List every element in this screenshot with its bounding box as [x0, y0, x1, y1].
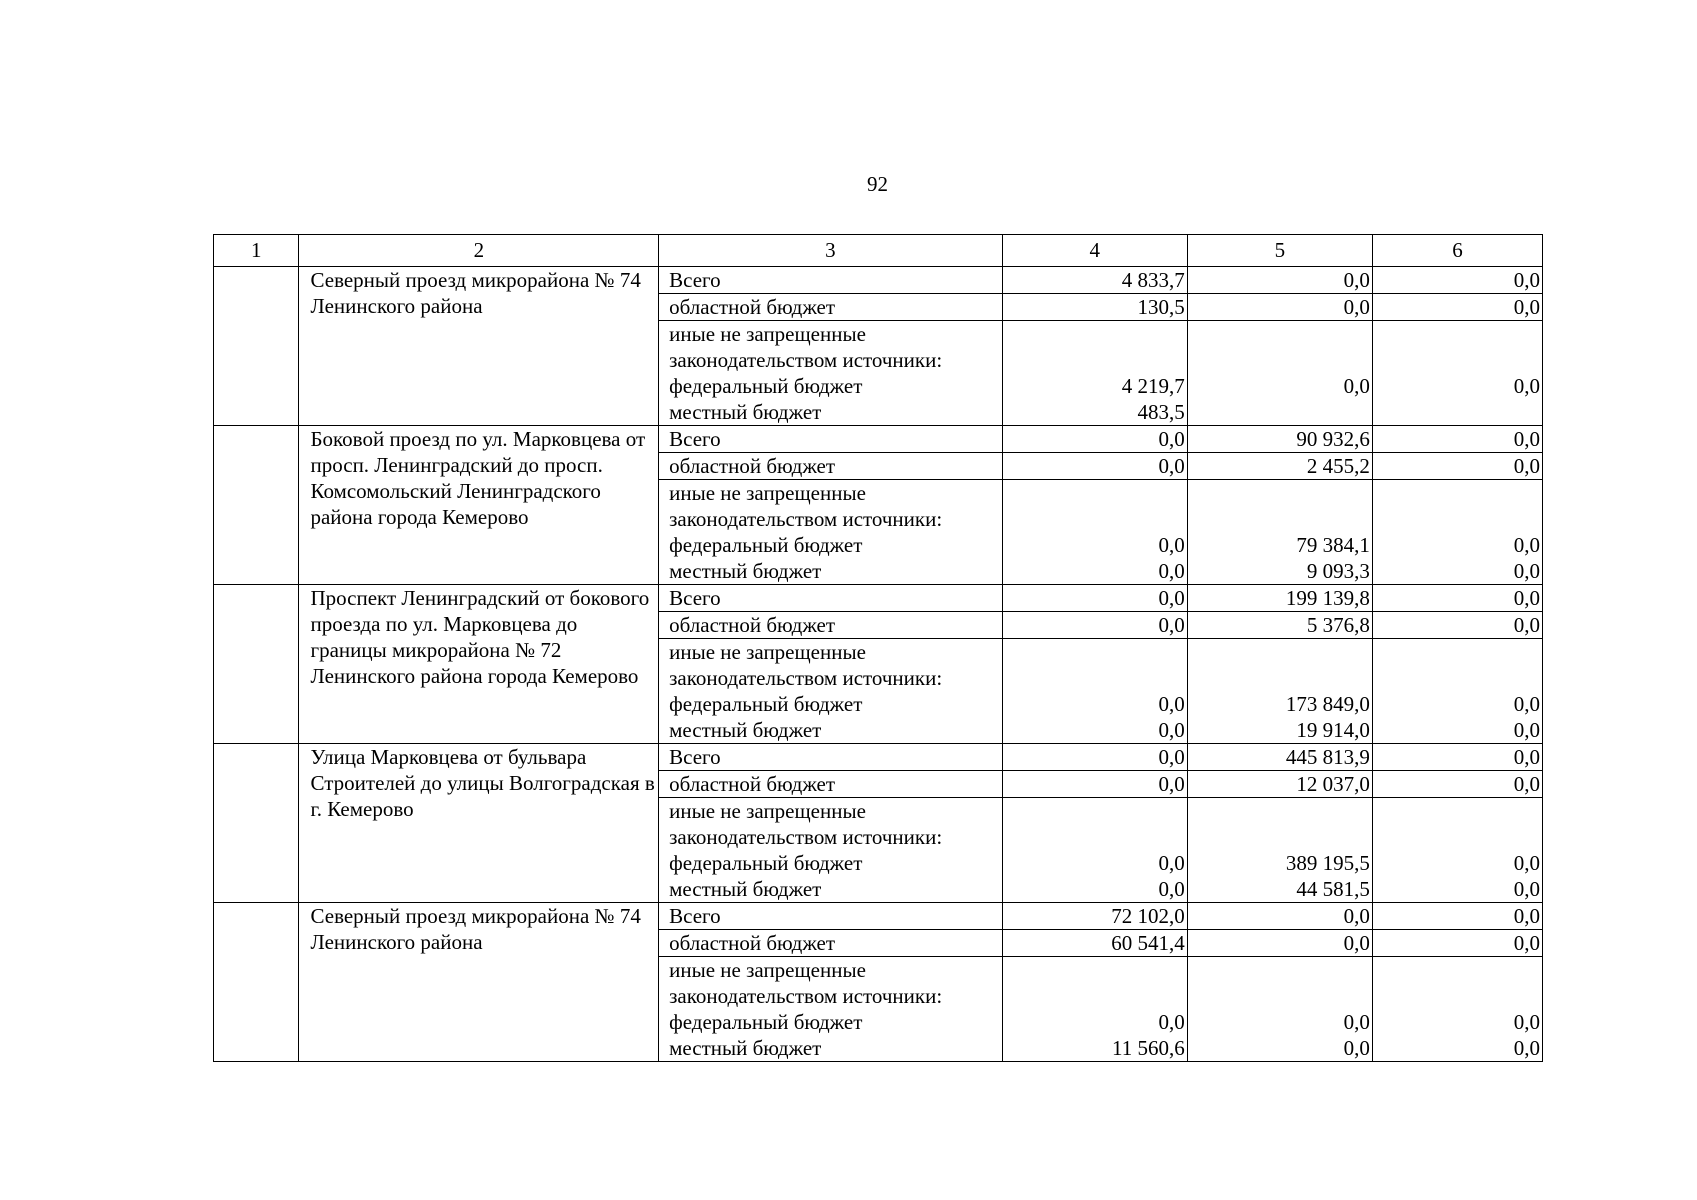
value-stack [1005, 957, 1185, 1061]
value-other-sources [1002, 480, 1187, 585]
value-local: 0,0 [1513, 1036, 1540, 1060]
value-regional: 0,0 [1372, 771, 1542, 798]
source-label-total: Всего [659, 903, 1003, 930]
source-label-other [659, 639, 1003, 744]
source-label-regional: областной бюджет [659, 771, 1003, 798]
value-local: 9 093,3 [1306, 559, 1370, 583]
value-total: 90 932,6 [1187, 426, 1372, 453]
spacer [1375, 639, 1540, 691]
value-total: 445 813,9 [1187, 744, 1372, 771]
table-row-total [214, 903, 1543, 930]
value-stack [1190, 798, 1370, 902]
source-label-other-line2: законодательством источники: [669, 507, 943, 531]
value-other-sources [1002, 639, 1187, 744]
spacer [1190, 798, 1370, 850]
table-row-total [214, 426, 1543, 453]
value-total: 0,0 [1372, 267, 1542, 294]
source-label-other [659, 321, 1003, 426]
value-total: 0,0 [1187, 267, 1372, 294]
source-label-stack [669, 480, 1000, 584]
header-cell-4: 4 [1002, 235, 1187, 267]
value-local: 0,0 [1513, 718, 1540, 742]
value-regional: 0,0 [1372, 294, 1542, 321]
header-cell-3: 3 [659, 235, 1003, 267]
value-regional: 0,0 [1187, 930, 1372, 957]
source-label-total: Всего [659, 426, 1003, 453]
value-federal: 0,0 [1513, 851, 1540, 875]
value-stack [1005, 321, 1185, 425]
source-label-other-line2: законодательством источники: [669, 666, 943, 690]
value-local: 11 560,6 [1112, 1036, 1185, 1060]
object-name: Боковой проезд по ул. Марковцева от просп. Ленинградский до просп. Комсомольский Ленинградского района города Кемерово [299, 426, 659, 585]
value-local: 483,5 [1137, 400, 1185, 424]
value-federal: 79 384,1 [1296, 533, 1370, 557]
index-cell [214, 267, 299, 426]
value-stack [1190, 321, 1370, 425]
value-other-sources [1372, 321, 1542, 426]
value-federal: 0,0 [1158, 533, 1185, 557]
source-label-regional: областной бюджет [659, 294, 1003, 321]
value-federal: 0,0 [1513, 374, 1540, 398]
source-label-federal: федеральный бюджет [669, 851, 863, 875]
spacer [1375, 798, 1540, 850]
source-label-other [659, 798, 1003, 903]
value-stack [1375, 798, 1540, 902]
value-total: 0,0 [1372, 585, 1542, 612]
value-local: 0,0 [1513, 559, 1540, 583]
value-total: 72 102,0 [1002, 903, 1187, 930]
spacer [1190, 480, 1370, 532]
source-label-other-line2: законодательством источники: [669, 348, 943, 372]
source-label-other-line2: законодательством источники: [669, 984, 943, 1008]
source-label-other-line1: иные не запрещенные [669, 958, 866, 982]
value-federal: 0,0 [1158, 692, 1185, 716]
source-label-other-line1: иные не запрещенные [669, 481, 866, 505]
spacer [1005, 321, 1185, 373]
value-local [1375, 399, 1540, 425]
spacer [1190, 639, 1370, 691]
value-federal: 173 849,0 [1285, 692, 1370, 716]
spacer [1005, 480, 1185, 532]
table-row-total [214, 585, 1543, 612]
source-label-federal: федеральный бюджет [669, 533, 863, 557]
budget-table [213, 234, 1543, 1062]
value-other-sources [1002, 321, 1187, 426]
spacer [1375, 957, 1540, 1009]
value-stack [1190, 480, 1370, 584]
value-regional: 12 037,0 [1187, 771, 1372, 798]
value-regional: 0,0 [1002, 453, 1187, 480]
object-name: Северный проезд микрорайона № 74 Ленинского района [299, 267, 659, 426]
spacer [1375, 321, 1540, 373]
value-total: 0,0 [1187, 903, 1372, 930]
source-label-regional: областной бюджет [659, 453, 1003, 480]
spacer [1005, 957, 1185, 1009]
source-label-local: местный бюджет [669, 1036, 822, 1060]
spacer [1190, 957, 1370, 1009]
source-label-federal: федеральный бюджет [669, 374, 863, 398]
source-label-other-line1: иные не запрещенные [669, 640, 866, 664]
index-cell [214, 744, 299, 903]
value-total: 0,0 [1372, 426, 1542, 453]
page-number: 92 [867, 172, 888, 196]
value-local: 0,0 [1343, 1036, 1370, 1060]
table-row-total [214, 267, 1543, 294]
value-stack [1375, 321, 1540, 425]
value-stack [1190, 957, 1370, 1061]
source-label-stack [669, 957, 1000, 1061]
spacer [1190, 321, 1370, 373]
source-label-other [659, 480, 1003, 585]
source-label-other-line2: законодательством источники: [669, 825, 943, 849]
value-local: 0,0 [1158, 718, 1185, 742]
value-other-sources [1187, 321, 1372, 426]
value-federal: 0,0 [1343, 374, 1370, 398]
value-stack [1375, 639, 1540, 743]
header-cell-6: 6 [1372, 235, 1542, 267]
value-regional: 0,0 [1002, 771, 1187, 798]
value-total: 0,0 [1372, 744, 1542, 771]
value-federal: 0,0 [1343, 1010, 1370, 1034]
index-cell [214, 903, 299, 1062]
header-cell-1: 1 [214, 235, 299, 267]
value-local: 44 581,5 [1296, 877, 1370, 901]
value-regional: 130,5 [1002, 294, 1187, 321]
value-stack [1375, 480, 1540, 584]
value-regional: 0,0 [1372, 612, 1542, 639]
object-name: Улица Марковцева от бульвара Строителей до улицы Волгоградская в г. Кемерово [299, 744, 659, 903]
source-label-total: Всего [659, 744, 1003, 771]
value-other-sources [1002, 957, 1187, 1062]
spacer [1005, 798, 1185, 850]
value-total: 0,0 [1002, 744, 1187, 771]
value-federal: 0,0 [1158, 1010, 1185, 1034]
index-cell [214, 426, 299, 585]
value-stack [1375, 957, 1540, 1061]
value-federal: 0,0 [1513, 1010, 1540, 1034]
value-other-sources [1187, 957, 1372, 1062]
value-regional: 0,0 [1002, 612, 1187, 639]
value-federal: 0,0 [1513, 692, 1540, 716]
value-regional: 0,0 [1372, 930, 1542, 957]
value-other-sources [1187, 798, 1372, 903]
object-name: Северный проезд микрорайона № 74 Ленинского района [299, 903, 659, 1062]
value-other-sources [1187, 480, 1372, 585]
source-label-regional: областной бюджет [659, 612, 1003, 639]
value-federal: 389 195,5 [1285, 851, 1370, 875]
source-label-local: местный бюджет [669, 877, 822, 901]
value-other-sources [1372, 957, 1542, 1062]
value-regional: 5 376,8 [1187, 612, 1372, 639]
value-regional: 0,0 [1187, 294, 1372, 321]
source-label-other [659, 957, 1003, 1062]
value-local: 0,0 [1158, 877, 1185, 901]
source-label-local: местный бюджет [669, 559, 822, 583]
value-stack [1005, 480, 1185, 584]
value-regional: 60 541,4 [1002, 930, 1187, 957]
spacer [1375, 480, 1540, 532]
object-name: Проспект Ленинградский от бокового проезда по ул. Марковцева до границы микрорайона № 72 Ленинского района города Кемерово [299, 585, 659, 744]
source-label-stack [669, 639, 1000, 743]
value-total: 0,0 [1002, 585, 1187, 612]
header-row [214, 235, 1543, 267]
source-label-other-line1: иные не запрещенные [669, 322, 866, 346]
value-regional: 2 455,2 [1187, 453, 1372, 480]
value-total: 4 833,7 [1002, 267, 1187, 294]
header-cell-5: 5 [1187, 235, 1372, 267]
value-stack [1190, 639, 1370, 743]
value-local: 19 914,0 [1296, 718, 1370, 742]
source-label-stack [669, 798, 1000, 902]
source-label-federal: федеральный бюджет [669, 692, 863, 716]
value-federal: 0,0 [1158, 851, 1185, 875]
value-federal: 4 219,7 [1121, 374, 1185, 398]
source-label-other-line1: иные не запрещенные [669, 799, 866, 823]
value-total: 0,0 [1002, 426, 1187, 453]
value-federal: 0,0 [1513, 533, 1540, 557]
value-other-sources [1002, 798, 1187, 903]
source-label-stack [669, 321, 1000, 425]
value-local: 0,0 [1158, 559, 1185, 583]
source-label-total: Всего [659, 267, 1003, 294]
value-regional: 0,0 [1372, 453, 1542, 480]
header-cell-2: 2 [299, 235, 659, 267]
source-label-local: местный бюджет [669, 718, 822, 742]
value-local: 0,0 [1513, 877, 1540, 901]
spacer [1005, 639, 1185, 691]
source-label-federal: федеральный бюджет [669, 1010, 863, 1034]
source-label-total: Всего [659, 585, 1003, 612]
value-local [1190, 399, 1370, 425]
table-row-total [214, 744, 1543, 771]
index-cell [214, 585, 299, 744]
value-total: 0,0 [1372, 903, 1542, 930]
value-stack [1005, 639, 1185, 743]
value-stack [1005, 798, 1185, 902]
value-other-sources [1372, 639, 1542, 744]
source-label-regional: областной бюджет [659, 930, 1003, 957]
value-other-sources [1187, 639, 1372, 744]
value-total: 199 139,8 [1187, 585, 1372, 612]
value-other-sources [1372, 480, 1542, 585]
source-label-local: местный бюджет [669, 400, 822, 424]
value-other-sources [1372, 798, 1542, 903]
